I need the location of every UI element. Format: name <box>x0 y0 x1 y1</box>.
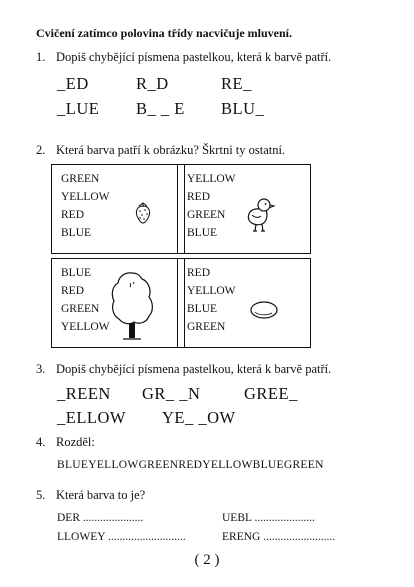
color-word[interactable]: YELLOW <box>187 285 236 297</box>
question-text: Která barva to je? <box>56 488 146 502</box>
color-word[interactable]: RED <box>61 209 84 221</box>
word-blank: GR_ _N <box>142 384 201 403</box>
question-2 <box>36 143 285 158</box>
color-word[interactable]: BLUE <box>61 267 92 279</box>
color-box-chick <box>177 164 311 254</box>
word-blank: B_ _ E <box>136 99 185 118</box>
color-word[interactable]: GREEN <box>61 173 100 185</box>
color-word[interactable]: GREEN <box>61 303 100 315</box>
color-word[interactable]: RED <box>187 191 210 203</box>
word-blank: RE_ <box>221 74 252 93</box>
color-box-strawberry <box>51 164 185 254</box>
word-blank: GREE_ <box>244 384 298 403</box>
word-blank: _REEN <box>57 384 111 403</box>
chick-icon <box>244 195 276 233</box>
egg-icon <box>248 299 280 321</box>
question-number: 5. <box>36 488 46 502</box>
word-blank: YE_ _OW <box>162 408 236 427</box>
color-box-tree <box>51 258 185 348</box>
question-number: 1. <box>36 50 46 64</box>
page-number: ( 2 ) <box>194 552 220 568</box>
question-text: Která barva patří k obrázku? Škrtni ty ostatní. <box>56 143 286 157</box>
intro-text: Cvičení zatímco polovina třídy nacvičuje mluvení. <box>36 26 292 40</box>
scrambled-word-answer[interactable]: DER ..................... <box>57 512 144 524</box>
question-5 <box>36 488 145 503</box>
strawberry-icon <box>132 201 154 225</box>
color-word[interactable]: GREEN <box>187 321 226 333</box>
question-1 <box>36 50 331 65</box>
color-word[interactable]: YELLOW <box>61 191 110 203</box>
scrambled-word-answer[interactable]: LLOWEY ........................... <box>57 531 186 543</box>
scrambled-word-answer[interactable]: UEBL ..................... <box>222 512 315 524</box>
tree-icon <box>110 269 154 345</box>
word-blank: BLU_ <box>221 99 265 118</box>
question-4 <box>36 435 95 450</box>
word-blank: _LUE <box>57 99 100 118</box>
question-text: Dopiš chybějící písmena pastelkou, která k barvě patří. <box>56 362 332 376</box>
color-word[interactable]: BLUE <box>187 303 218 315</box>
question-3 <box>36 362 331 377</box>
color-word[interactable]: RED <box>61 285 84 297</box>
question-number: 3. <box>36 362 46 376</box>
question-number: 4. <box>36 435 46 449</box>
color-word[interactable]: YELLOW <box>187 173 236 185</box>
question-text: Rozděl: <box>56 435 95 449</box>
color-word[interactable]: YELLOW <box>61 321 110 333</box>
color-word[interactable]: RED <box>187 267 210 279</box>
word-blank: _ED <box>57 74 89 93</box>
color-word[interactable]: GREEN <box>187 209 226 221</box>
color-word[interactable]: BLUE <box>187 227 218 239</box>
scrambled-word-answer[interactable]: ERENG ......................... <box>222 531 336 543</box>
question-number: 2. <box>36 143 46 157</box>
color-word[interactable]: BLUE <box>61 227 92 239</box>
color-box-egg <box>177 258 311 348</box>
word-blank: _ELLOW <box>57 408 126 427</box>
letter-string: BLUEYELLOWGREENREDYELLOWBLUEGREEN <box>57 459 324 471</box>
word-blank: R_D <box>136 74 169 93</box>
question-text: Dopiš chybějící písmena pastelkou, která k barvě patří. <box>56 50 332 64</box>
